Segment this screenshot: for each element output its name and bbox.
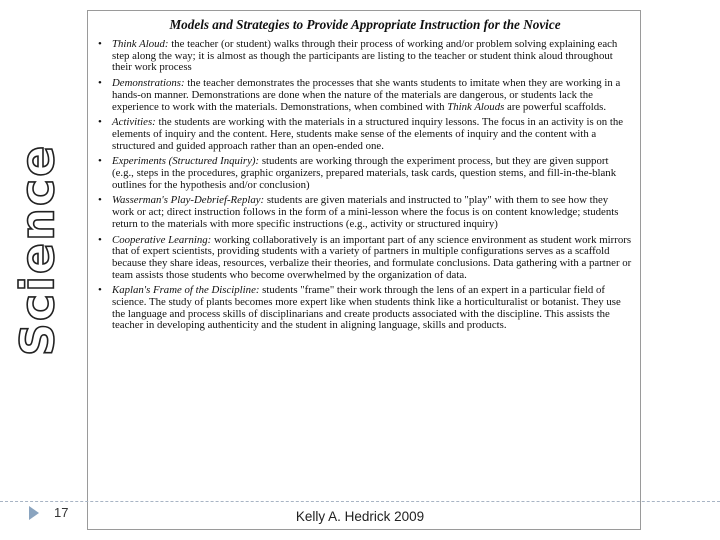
- item-description: students are given materials and instructed to "play" with them to see how they work or act; direct instruction follows in the form of a mini-lesson where the focus is on content knowledge; students return to the materials with more specific instructions (e.g., activity or structured inquiry): [112, 194, 619, 230]
- item-term: Activities:: [112, 116, 156, 129]
- list-item-experiments: [98, 156, 632, 191]
- list-item-text: [112, 195, 632, 230]
- footer-author: Kelly A. Hedrick 2009: [295, 509, 425, 524]
- list-item-text: [112, 156, 632, 191]
- item-description: students are working through the experiment process, but they are given support (e.g., steps in the procedures, graphic organizers, prepared materials, task cards, question stems, and fill-in-the-blank outlines for the hypothesis and/or conclusion): [112, 155, 617, 191]
- list-item-text: [112, 78, 632, 113]
- item-description-end: are powerful scaffolds.: [507, 100, 607, 113]
- list-item-think-aloud: [98, 39, 632, 74]
- item-term: Demonstrations:: [112, 77, 185, 90]
- bullet-icon: •: [98, 155, 102, 168]
- list-item-activities: [98, 117, 632, 152]
- document-title: Models and Strategies to Provide Appropriate Instruction for the Novice: [169, 17, 561, 32]
- list-item-cooperative-learning: [98, 235, 632, 282]
- item-description: the students are working with the materials in a structured inquiry lessons. The focus in an activity is on the elements of inquiry and the content. Here, students make sense of the elements of inquiry and the content with a structured and guided approach rather than an open-ended one.: [112, 116, 624, 152]
- list-item-demonstrations: [98, 78, 632, 113]
- vertical-slide-title: [2, 140, 72, 360]
- list-item-text: [112, 285, 632, 332]
- item-term: Cooperative Learning:: [112, 233, 212, 246]
- item-description: the teacher (or student) walks through their process of working and/or problem solving explaining each step along the way; it is almost as though the participants are listing to the teacher or student think aloud throughout their work process: [112, 38, 618, 74]
- item-term: Wasserman's Play-Debrief-Replay:: [112, 194, 265, 207]
- page-number: 17: [54, 505, 69, 520]
- scanned-document: [87, 10, 641, 530]
- bullet-icon: •: [98, 233, 102, 246]
- item-description: students "frame" their work through the lens of an expert in a particular field of science. The study of plants becomes more expert like when students think like a horticulturalist or botanist. They use the language and process skills of disciplinarians and create products associated with the discipline. This assists the teacher in developing authenticity and the student in aligning language, skills and products.: [112, 284, 621, 332]
- item-description: working collaboratively is an important part of any science environment as student work mirrors that of expert scientists, providing students with a variety of partners in multiple configurations serves as a scaffold because they share ideas, resources, verbalize their theories, and formulate conclusions. Data gathering with a partner or team assists those students who become overwhelmed by the organization of data.: [112, 233, 632, 281]
- bullet-icon: •: [98, 77, 102, 90]
- item-description: the teacher demonstrates the processes that she wants students to imitate when they are working in a hands-on manner. Demonstrations are done when the nature of the materials are dangerous, or students lack the experience to work with the materials. Demonstrations, when combined with: [112, 77, 621, 113]
- list-item-play-debrief-replay: [98, 195, 632, 230]
- item-term: Experiments (Structured Inquiry):: [112, 155, 260, 168]
- list-item-text: [112, 39, 632, 74]
- slide-title-text: Science: [10, 143, 65, 357]
- list-item-kaplan-frame: [98, 285, 632, 332]
- bullet-icon: •: [98, 116, 102, 129]
- list-item-text: [112, 117, 632, 152]
- bullet-icon: •: [98, 284, 102, 297]
- item-term: Kaplan's Frame of the Discipline:: [112, 284, 260, 297]
- item-term: Think Aloud:: [112, 38, 169, 50]
- bullet-icon: •: [98, 194, 102, 207]
- footer-divider: [0, 501, 720, 502]
- bullet-icon: •: [98, 38, 102, 50]
- list-item-text: [112, 235, 632, 282]
- item-emphasis: Think Alouds: [447, 100, 505, 113]
